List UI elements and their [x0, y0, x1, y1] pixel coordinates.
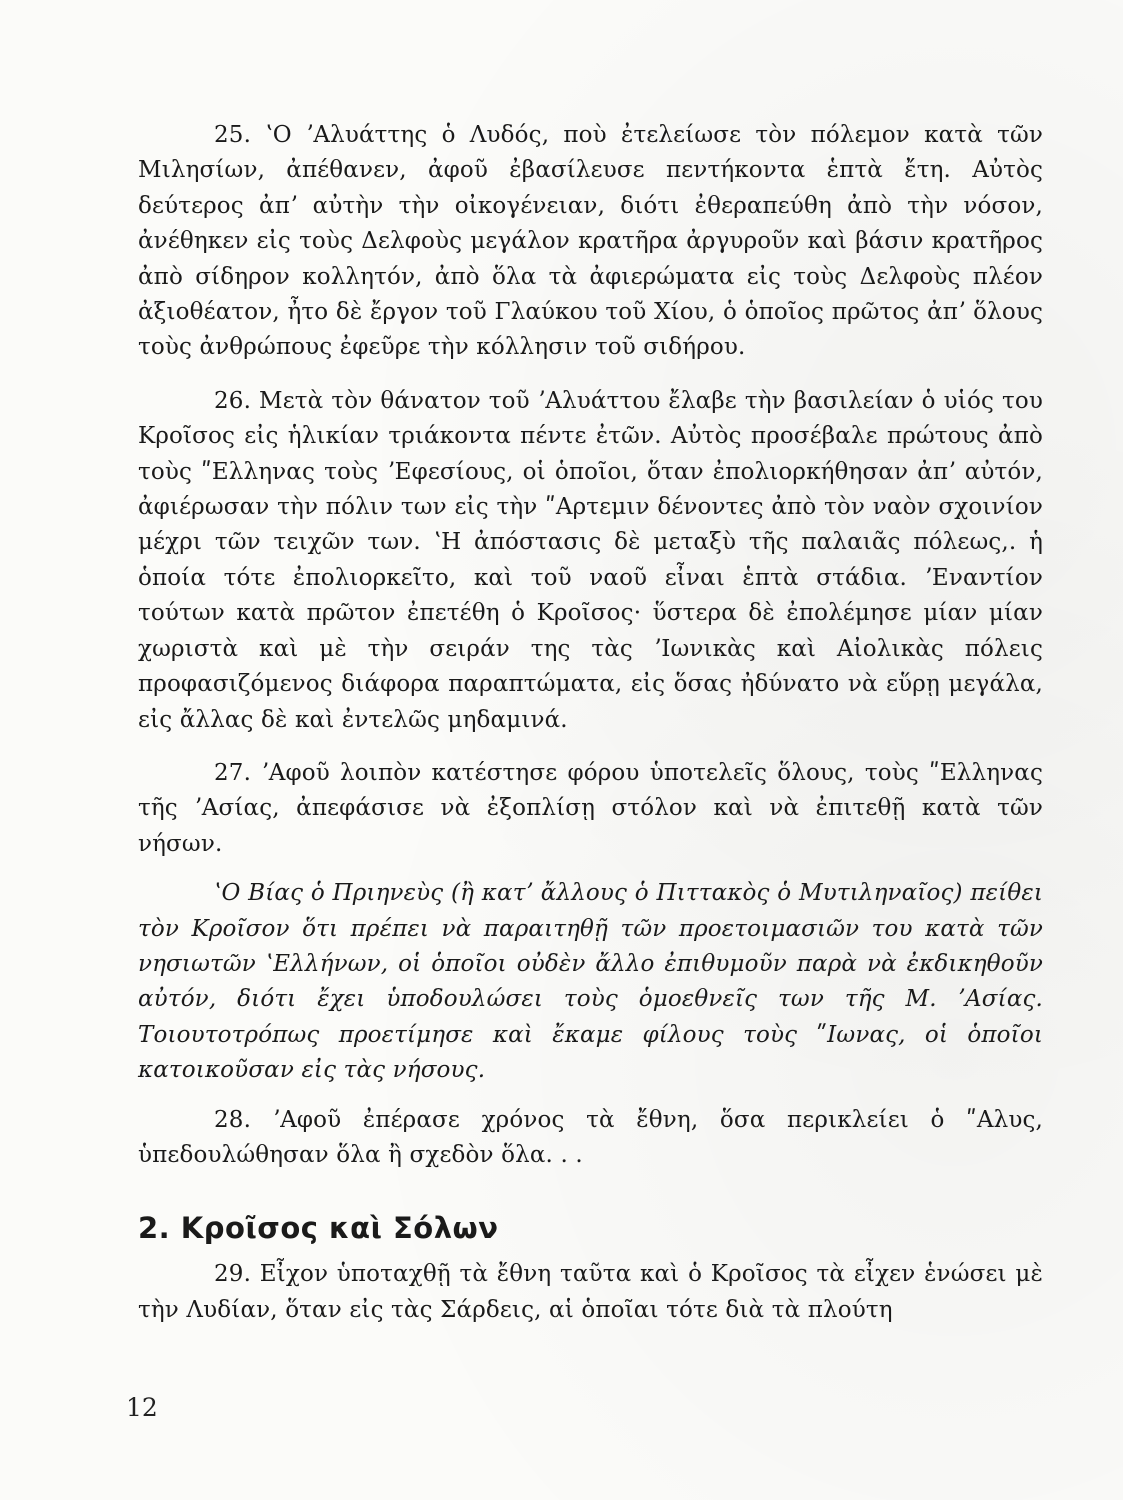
paragraph-25: 25. ʽΟ ʼΑλυάττης ὁ Λυδός, ποὺ ἐτελείωσε τὸν πόλεμον κατὰ τῶν Μιλησίων, ἀπέθανεν, ἀφοῦ ἐβασίλευσε πεντήκοντα ἑπτὰ ἔτη. Αὐτὸς δεύτερος ἀπʼ αὐτὴν τὴν οἰκογένειαν, διότι ἐθεραπεύθη ἀπὸ τὴν νόσον, ἀνέθηκεν εἰς τοὺς Δελφοὺς μεγάλον κρατῆρα ἀργυροῦν καὶ βάσιν κρατῆρος ἀπὸ σίδηρον κολλητόν, ἀπὸ ὅλα τὰ ἀφιερώματα εἰς τοὺς Δελφοὺς πλέον ἀξιοθέατον, ἦτο δὲ ἔργον τοῦ Γλαύκου τοῦ Χίου, ὁ ὁποῖος πρῶτος ἀπʼ ὅλους τοὺς ἀνθρώπους ἐφεῦρε τὴν κόλλησιν τοῦ σιδήρου. — [138, 122, 1043, 361]
page-number: 12 — [126, 1393, 158, 1422]
paragraph-26: 26. Μετὰ τὸν θάνατον τοῦ ʼΑλυάττου ἔλαβε τὴν βασιλείαν ὁ υἱός του Κροῖσος εἰς ἡλικίαν τριάκοντα πέντε ἐτῶν. Αὐτὸς προσέβαλε πρώτους ἀπὸ τοὺς ʺΕλληνας τοὺς ʼΕφεσίους, οἱ ὁποῖοι, ὅταν ἐπολιορκήθησαν ἀπʼ αὐτόν, ἀφιέρωσαν τὴν πόλιν των εἰς τὴν ʺΑρτεμιν δένοντες ἀπὸ τὸν ναὸν σχοινίον μέχρι τῶν τειχῶν των. ʽΗ ἀπόστασις δὲ μεταξὺ τῆς παλαιᾶς πόλεως,. ἡ ὁποία τότε ἐπολιορκεῖτο, καὶ τοῦ ναοῦ εἶναι ἑπτὰ στάδια. ʼΕναντίον τούτων κατὰ πρῶτον ἐπετέθη ὁ Κροῖσος· ὕστερα δὲ ἐπολέμησε μίαν μίαν χωριστὰ καὶ μὲ τὴν σειράν της τὰς ʼΙωνικὰς καὶ Αἰολικὰς πόλεις προφασιζόμενος διάφορα παραπτώματα, εἰς ὅσας ἠδύνατο νὰ εὕρῃ μεγάλα, εἰς ἄλλας δὲ καὶ ἐντελῶς μηδαμινά. — [138, 387, 1043, 733]
paragraph-27-italic-note: ʽΟ Βίας ὁ Πριηνεὺς (ἢ κατʼ ἄλλους ὁ Πιττακὸς ὁ Μυτιληναῖος) πείθει τὸν Κροῖσον ὅτι πρέπει νὰ παραιτηθῇ τῶν προετοιμασιῶν του κατὰ τῶν νησιωτῶν ʽΕλλήνων, οἱ ὁποῖοι οὐδὲν ἄλλο ἐπιθυμοῦν παρὰ νὰ ἐκδικηθοῦν αὐτόν, διότι ἔχει ὑποδουλώσει τοὺς ὁμοεθνεῖς των τῆς Μ. ʼΑσίας. Τοιουτοτρόπως προετίμησε καὶ ἔκαμε φίλους τοὺς ʺΙωνας, οἱ ὁποῖοι κατοικοῦσαν εἰς τὰς νήσους. — [138, 880, 1043, 1084]
section-heading: 2. Κροῖσος καὶ Σόλων — [138, 1211, 499, 1246]
paragraph-29: 29. Εἶχον ὑποταχθῇ τὰ ἔθνη ταῦτα καὶ ὁ Κροῖσος τὰ εἶχεν ἑνώσει μὲ τὴν Λυδίαν, ὅταν εἰς τὰς Σάρδεις, αἱ ὁποῖαι τότε διὰ τὰ πλούτη — [138, 1261, 1043, 1323]
page-text — [138, 118, 1043, 1328]
paragraph-27: 27. ʼΑφοῦ λοιπὸν κατέστησε φόρου ὑποτελεῖς ὅλους, τοὺς ʺΕλληνας τῆς ʼΑσίας, ἀπεφάσισε νὰ ἐξοπλίσῃ στόλον καὶ νὰ ἐπιτεθῇ κατὰ τῶν νήσων. — [138, 759, 1043, 857]
paragraph-28: 28. ʼΑφοῦ ἐπέρασε χρόνος τὰ ἔθνη, ὅσα περικλείει ὁ ʺΑλυς, ὑπεδουλώθησαν ὅλα ἢ σχεδὸν ὅλα. . . — [138, 1106, 1043, 1168]
